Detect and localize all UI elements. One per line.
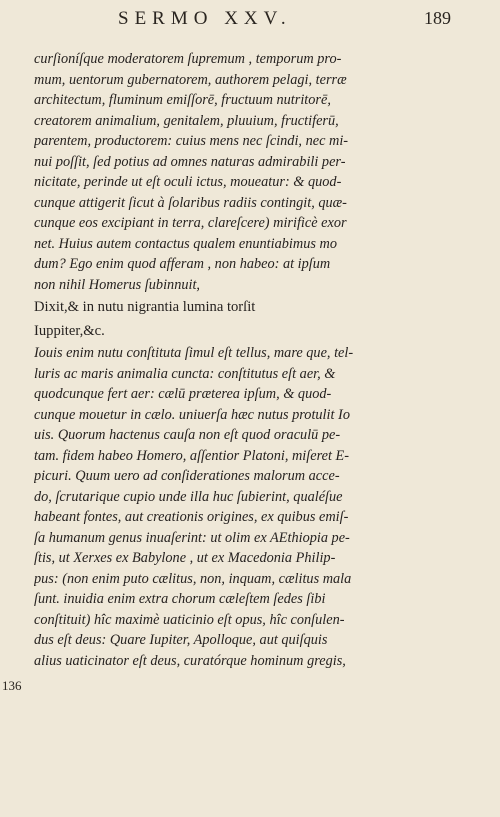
page-number: 189 (424, 8, 451, 28)
margin-note: 136 (2, 678, 22, 693)
text-line: curſioníſque moderatorem ſupremum , temporum pro- (34, 51, 342, 67)
text-line: tam. fidem habeo Homero, aſſentior Platoni, miſeret E- (34, 447, 350, 464)
text-line: quodcunque fert aer: cælū præterea ipſum, & quod- (34, 386, 332, 402)
text-line: nicitate, perinde ut eſt oculi ictus, moueatur: & quod- (34, 174, 342, 190)
running-title: SERMO XXV. (118, 8, 292, 29)
text-line: cunque mouetur in cælo. uniuerſa hæc nutus protulit Io (34, 406, 350, 423)
text-line: habeant fontes, aut creationis origines, ex quibus emiſ- (34, 509, 349, 525)
text-line: Dixit,& in nutu nigrantia lumina torſit (34, 299, 256, 315)
text-line: conſtituit) hîc maximè uaticinio eſt opus, hîc conſulen- (34, 611, 345, 628)
text-line: ſunt. inuidia enim extra chorum cæleſtem ſedes ſibi (34, 591, 326, 607)
text-line: uis. Quorum hactenus cauſa non eſt quod oraculū pe- (34, 427, 341, 443)
text-line: dus eſt deus: Quare Iupiter, Apolloque, aut quiſquis (34, 632, 328, 648)
text-line: alius uaticinator eſt deus, curatórque hominum gregis, (34, 652, 346, 669)
text-line: do, ſcrutarique cupio unde illa huc ſubierint, qualéſue (34, 488, 343, 505)
text-line: architectum, fluminum emiſſorē, fructuum nutritorē, (34, 92, 331, 108)
text-line: dum? Ego enim quod afferam , non habeo: at ipſum (34, 256, 331, 272)
text-line: pus: (non enim puto cælitus, non, inquam, cælitus mala (34, 570, 352, 587)
text-line: mum, uentorum gubernatorem, authorem pelagi, terræ (34, 71, 347, 88)
text-line: ſtis, ut Xerxes ex Babylone , ut ex Macedonia Philip- (34, 550, 336, 566)
text-line: Iouis enim nutu conſtituta ſimul eſt tellus, mare que, tel- (34, 345, 354, 361)
text-line: net. Huius autem contactus qualem enuntiabimus mo (34, 235, 337, 252)
text-line: ſa humanum genus inuaſerint: ut olim ex AEthiopia pe- (34, 529, 350, 546)
text-line: Iuppiter,&c. (34, 323, 105, 339)
running-head (0, 4, 500, 32)
text-line: non nihil Homerus ſubinnuit, (34, 276, 201, 293)
text-line: cunque eos excipiant in terra, clareſcere) mirificè exor (34, 215, 347, 231)
text-line: creatorem animalium, genitalem, pluuium, fructiferū, (34, 112, 339, 129)
text-line: cunque attigerit ſicut à ſolaribus radiis contingit, quæ- (34, 194, 347, 211)
text-line: parentem, productorem: cuius mens nec ſcindi, nec mi- (34, 133, 349, 149)
text-line: picuri. Quum uero ad conſiderationes malorum acce- (34, 468, 340, 484)
text-line: nui poſſit, ſed potius ad omnes naturas admirabili per- (34, 153, 346, 170)
text-line: luris ac maris animalia cuncta: conſtitutus eſt aer, & (34, 365, 336, 382)
body-text (34, 49, 462, 671)
